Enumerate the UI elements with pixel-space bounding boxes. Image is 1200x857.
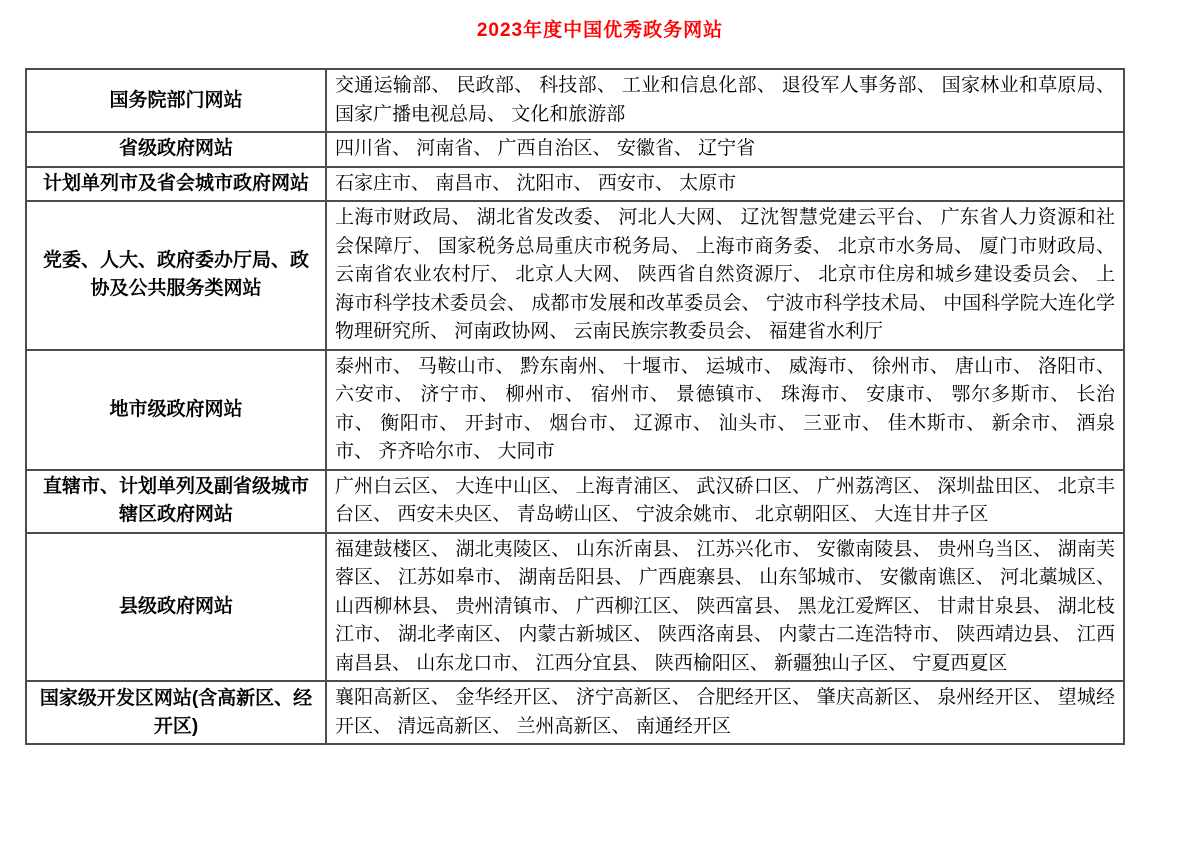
sites-cell: 石家庄市、 南昌市、 沈阳市、 西安市、 太原市 [326, 167, 1124, 202]
sites-cell: 交通运输部、 民政部、 科技部、 工业和信息化部、 退役军人事务部、 国家林业和草原局、 国家广播电视总局、 文化和旅游部 [326, 69, 1124, 132]
category-cell: 省级政府网站 [26, 132, 326, 167]
sites-cell: 四川省、 河南省、 广西自治区、 安徽省、 辽宁省 [326, 132, 1124, 167]
table-row [26, 681, 1124, 744]
category-cell: 地市级政府网站 [26, 350, 326, 470]
awards-table [25, 68, 1125, 745]
table-row [26, 470, 1124, 533]
table-row [26, 201, 1124, 350]
sites-cell: 上海市财政局、 湖北省发改委、 河北人大网、 辽沈智慧党建云平台、 广东省人力资源和社会保障厅、 国家税务总局重庆市税务局、 上海市商务委、 北京市水务局、 厦门市财政局、 云南省农业农村厅、 北京人大网、 陕西省自然资源厅、 北京市住房和城乡建设委员会、 上海市科学技术委员会、 成都市发展和改革委员会、 宁波市科学技术局、 中国科学院大连化学物理研究所、 河南政协网、 云南民族宗教委员会、 福建省水利厅 [326, 201, 1124, 350]
table-row [26, 132, 1124, 167]
category-cell: 党委、人大、政府委办厅局、政协及公共服务类网站 [26, 201, 326, 350]
sites-cell: 襄阳高新区、 金华经开区、 济宁高新区、 合肥经开区、 肇庆高新区、 泉州经开区、 望城经开区、 清远高新区、 兰州高新区、 南通经开区 [326, 681, 1124, 744]
category-cell: 国家级开发区网站(含高新区、经开区) [26, 681, 326, 744]
sites-cell: 泰州市、 马鞍山市、 黔东南州、 十堰市、 运城市、 威海市、 徐州市、 唐山市、 洛阳市、 六安市、 济宁市、 柳州市、 宿州市、 景德镇市、 珠海市、 安康市、 鄂尔多斯市、 长治市、 衡阳市、 开封市、 烟台市、 辽源市、 汕头市、 三亚市、 佳木斯市、 新余市、 酒泉市、 齐齐哈尔市、 大同市 [326, 350, 1124, 470]
page-title: 2023年度中国优秀政务网站 [476, 20, 724, 41]
category-cell: 国务院部门网站 [26, 69, 326, 132]
category-cell: 计划单列市及省会城市政府网站 [26, 167, 326, 202]
category-cell: 直辖市、计划单列及副省级城市辖区政府网站 [26, 470, 326, 533]
sites-cell: 福建鼓楼区、 湖北夷陵区、 山东沂南县、 江苏兴化市、 安徽南陵县、 贵州乌当区、 湖南芙蓉区、 江苏如皋市、 湖南岳阳县、 广西鹿寨县、 山东邹城市、 安徽南谯区、 河北藁城区、 山西柳林县、 贵州清镇市、 广西柳江区、 陕西富县、 黑龙江爱辉区、 甘肃甘泉县、 湖北枝江市、 湖北孝南区、 内蒙古新城区、 陕西洛南县、 内蒙古二连浩特市、 陕西靖边县、 江西南昌县、 山东龙口市、 江西分宜县、 陕西榆阳区、 新疆独山子区、 宁夏西夏区 [326, 533, 1124, 682]
category-cell: 县级政府网站 [26, 533, 326, 682]
table-row [26, 69, 1124, 132]
table-row [26, 350, 1124, 470]
table-row [26, 533, 1124, 682]
sites-cell: 广州白云区、 大连中山区、 上海青浦区、 武汉硚口区、 广州荔湾区、 深圳盐田区、 北京丰台区、 西安未央区、 青岛崂山区、 宁波余姚市、 北京朝阳区、 大连甘井子区 [326, 470, 1124, 533]
table-row [26, 167, 1124, 202]
